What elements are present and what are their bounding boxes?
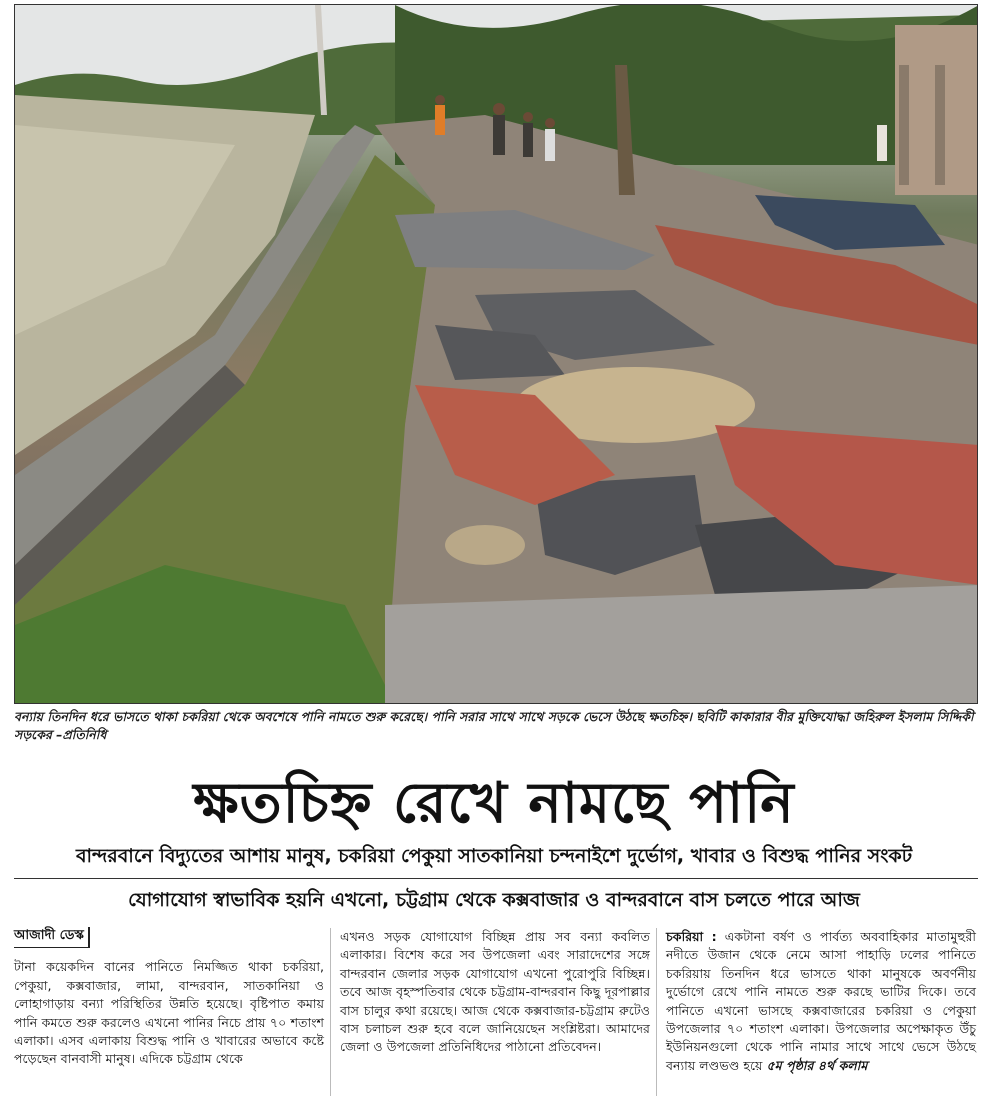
photo-caption: বন্যায় তিনদিন ধরে ভাসতে থাকা চকরিয়া থেকে অবশেষে পানি নামতে শুরু করেছে। পানি সরার সাথে সাথে সড়কে ভেসে উঠছে ক্ষতচিহ্ন। ছবিটি কাকারার বীর মুক্তিযোদ্ধা জহিরুল ইসলাম সিদ্দিকী সড়কের –প্রতিনিধি (14, 709, 974, 742)
column-divider (656, 928, 657, 1096)
photo-illustration (15, 5, 978, 704)
column-divider (330, 928, 331, 1096)
dateline-chakaria: চকরিয়া : (666, 929, 717, 944)
flood-damaged-road-photo (14, 4, 978, 704)
subheadline-secondary: যোগাযোগ স্বাভাবিক হয়নি এখনো, চট্টগ্রাম থেকে কক্সবাজার ও বান্দরবানে বাস চলতে পারে আজ (128, 889, 860, 911)
article-text-col3: একটানা বর্ষণ ও পার্বত্য অববাহিকার মাতামুহুরী নদীতে উজান থেকে নেমে আসা পাহাড়ি ঢলের পানিতে চকরিয়ায় তিনদিন ধরে ভাসতে থাকা মানুষকে অবর্ণনীয় দুর্ভোগে রেখে পানি নামতে শুরু করছে ভাটির দিকে। তবে পানিতে এখনো ভাসছে কক্সবাজারের চকরিয়া ও পেকুয়া উপজেলার ৭০ শতাংশ এলাকা। উপজেলার অপেক্ষাকৃত উঁচু ইউনিয়নগুলো থেকে পানি নামার সাথে সাথে ভেসে উঠছে বন্যায় লণ্ডভণ্ড হয়ে (666, 929, 976, 1073)
article-column-2 (340, 928, 650, 1057)
subheadline-primary: বান্দরবানে বিদ্যুতের আশায় মানুষ, চকরিয়া পেকুয়া সাতকানিয়া চন্দনাইশে দুর্ভোগ, খাবার ও বিশুদ্ধ পানির সংকট (75, 845, 913, 867)
article-column-3 (666, 928, 976, 1075)
article-text-col2: এখনও সড়ক যোগাযোগ বিচ্ছিন্ন প্রায় সব বন্যা কবলিত এলাকার। বিশেষ করে সব উপজেলা এবং সারাদেশের সঙ্গে বান্দরবান জেলার সড়ক যোগাযোগ এখনো পুরোপুরি বিচ্ছিন্ন। তবে আজ বৃহস্পতিবার থেকে চট্টগ্রাম-বান্দরবান কিছু দূরপাল্লার বাস চালুর কথা রয়েছে। আজ থেকে কক্সবাজার-চট্টগ্রাম রুটেও বাস চলাচল শুরু হবে বলে জানিয়েছেন সংশ্লিষ্টরা। আমাদের জেলা ও উপজেলা প্রতিনিধিদের পাঠানো প্রতিবেদন। (340, 929, 650, 1055)
byline-desk: আজাদী ডেস্ক (14, 927, 90, 948)
continued-jump-link[interactable]: ৫ম পৃষ্ঠার ৪র্থ কলাম (766, 1057, 868, 1073)
headline: ক্ষতচিহ্ন রেখে নামছে পানি (193, 770, 795, 836)
article-column-1 (14, 926, 324, 1069)
article-text-col1: টানা কয়েকদিন বানের পানিতে নিমজ্জিত থাকা চকরিয়া, পেকুয়া, কক্সবাজার, লামা, বান্দরবান, সাতকানিয়া ও লোহাগাড়ায় বন্যা পরিস্থিতির উন্নতি হয়েছে। বৃষ্টিপাত কমায় পানি কমতে শুরু করলেও এখনো পানির নিচে প্রায় ৭০ শতাংশ এলাকা। এসব এলাকায় বিশুদ্ধ পানি ও খাবারের অভাবে কষ্টে পড়েছেন বানবাসী মানুষ। এদিকে চট্টগ্রাম থেকে (14, 959, 324, 1067)
divider-rule (14, 878, 978, 879)
